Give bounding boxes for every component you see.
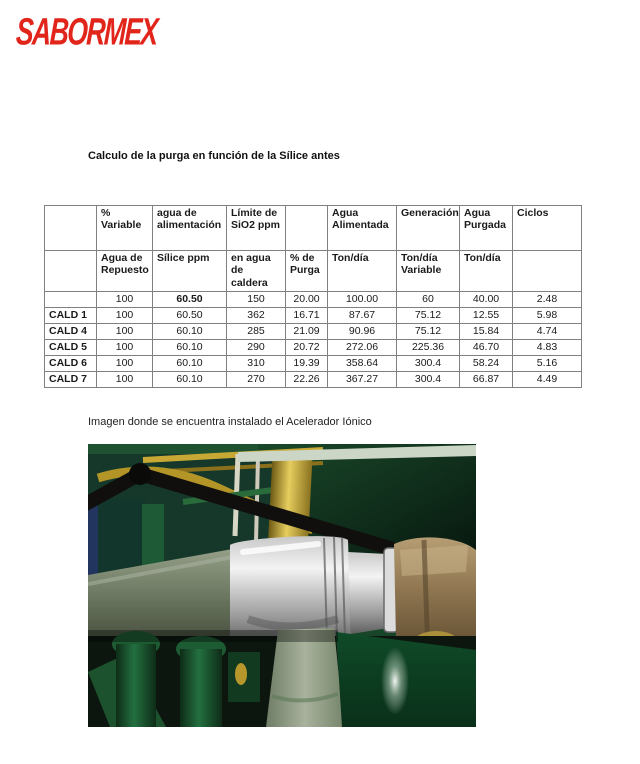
- photo-green-pipe2: [180, 649, 222, 727]
- table-cell: 66.87: [460, 372, 513, 388]
- table-cell: 270: [227, 372, 286, 388]
- header-cell: Ton/día: [460, 251, 513, 292]
- row-label-cell: [45, 292, 97, 308]
- table-cell: 60.10: [153, 372, 227, 388]
- table-row: [45, 308, 582, 324]
- table-cell: 4.49: [513, 372, 582, 388]
- table-header-row: [45, 206, 582, 251]
- header-cell: Generación: [397, 206, 460, 251]
- row-label-cell: CALD 6: [45, 356, 97, 372]
- header-cell: % de Purga: [286, 251, 328, 292]
- header-cell: % Variable: [97, 206, 153, 251]
- table-cell: 150: [227, 292, 286, 308]
- table-cell: 100.00: [328, 292, 397, 308]
- table-cell: 100: [97, 308, 153, 324]
- table-cell: 300.4: [397, 372, 460, 388]
- row-label-cell: CALD 7: [45, 372, 97, 388]
- header-cell: Agua de Repuesto: [97, 251, 153, 292]
- table-cell: 20.72: [286, 340, 328, 356]
- header-cell: Sílice ppm: [153, 251, 227, 292]
- table-cell: 60.10: [153, 356, 227, 372]
- header-cell: Ton/día: [328, 251, 397, 292]
- header-cell: en agua de caldera: [227, 251, 286, 292]
- table-cell: 4.74: [513, 324, 582, 340]
- table-cell: 310: [227, 356, 286, 372]
- header-cell: Ciclos: [513, 206, 582, 251]
- table-cell: 60: [397, 292, 460, 308]
- photo-black-pipe-elbow: [129, 463, 151, 485]
- header-cell: [286, 206, 328, 251]
- table-row: [45, 356, 582, 372]
- header-cell: Agua Alimentada: [328, 206, 397, 251]
- table-cell: 100: [97, 340, 153, 356]
- table-cell: 20.00: [286, 292, 328, 308]
- photo-ivory-pipe2: [256, 456, 258, 542]
- row-label-cell: CALD 5: [45, 340, 97, 356]
- table-cell: 21.09: [286, 324, 328, 340]
- table-cell: 5.98: [513, 308, 582, 324]
- table-cell: 100: [97, 292, 153, 308]
- header-cell: [45, 251, 97, 292]
- table-header-row: [45, 251, 582, 292]
- purge-calculation-table: [44, 205, 582, 388]
- table-cell: 100: [97, 324, 153, 340]
- table-row: [45, 340, 582, 356]
- table-cell: 5.16: [513, 356, 582, 372]
- table-cell: 225.36: [397, 340, 460, 356]
- table-cell: 4.83: [513, 340, 582, 356]
- header-cell: [513, 251, 582, 292]
- header-cell: Ton/día Variable: [397, 251, 460, 292]
- table-cell: 290: [227, 340, 286, 356]
- table-cell: 362: [227, 308, 286, 324]
- table-cell: 46.70: [460, 340, 513, 356]
- table-cell: 90.96: [328, 324, 397, 340]
- table-cell: 60.10: [153, 340, 227, 356]
- page-title: Calculo de la purga en función de la Sílice antes: [88, 150, 340, 162]
- table-cell: 300.4: [397, 356, 460, 372]
- table-cell: 40.00: [460, 292, 513, 308]
- table-cell: 15.84: [460, 324, 513, 340]
- purge-table-body: [45, 206, 582, 388]
- table-row: [45, 372, 582, 388]
- table-row: [45, 292, 582, 308]
- table-cell: 87.67: [328, 308, 397, 324]
- photo-caption: Imagen donde se encuentra instalado el Acelerador Iónico: [88, 416, 372, 428]
- table-cell: 358.64: [328, 356, 397, 372]
- photo-brass-facet: [400, 545, 468, 576]
- table-cell: 60.50: [153, 292, 227, 308]
- photo-pipe-shadow: [88, 630, 338, 642]
- row-label-cell: CALD 4: [45, 324, 97, 340]
- header-cell: agua de alimentación: [153, 206, 227, 251]
- photo-yellow-glint: [235, 663, 247, 685]
- header-cell: Agua Purgada: [460, 206, 513, 251]
- header-cell: [45, 206, 97, 251]
- table-cell: 60.50: [153, 308, 227, 324]
- table-cell: 285: [227, 324, 286, 340]
- photo-green-pipe1: [116, 644, 156, 727]
- photo-floor-reflection: [381, 647, 409, 715]
- row-label-cell: CALD 1: [45, 308, 97, 324]
- table-cell: 60.10: [153, 324, 227, 340]
- acelerador-ionico-photo: [88, 444, 476, 727]
- table-cell: 22.26: [286, 372, 328, 388]
- table-cell: 19.39: [286, 356, 328, 372]
- header-cell: Límite de SiO2 ppm: [227, 206, 286, 251]
- table-cell: 100: [97, 372, 153, 388]
- table-cell: 272.06: [328, 340, 397, 356]
- sabormex-logo: SABORMEX: [15, 10, 158, 54]
- table-cell: 12.55: [460, 308, 513, 324]
- photo-silver-neck: [348, 552, 388, 634]
- table-cell: 75.12: [397, 308, 460, 324]
- table-cell: 100: [97, 356, 153, 372]
- photo-sage-pipe: [266, 628, 344, 727]
- table-row: [45, 324, 582, 340]
- table-cell: 58.24: [460, 356, 513, 372]
- table-cell: 367.27: [328, 372, 397, 388]
- table-cell: 2.48: [513, 292, 582, 308]
- table-cell: 75.12: [397, 324, 460, 340]
- table-cell: 16.71: [286, 308, 328, 324]
